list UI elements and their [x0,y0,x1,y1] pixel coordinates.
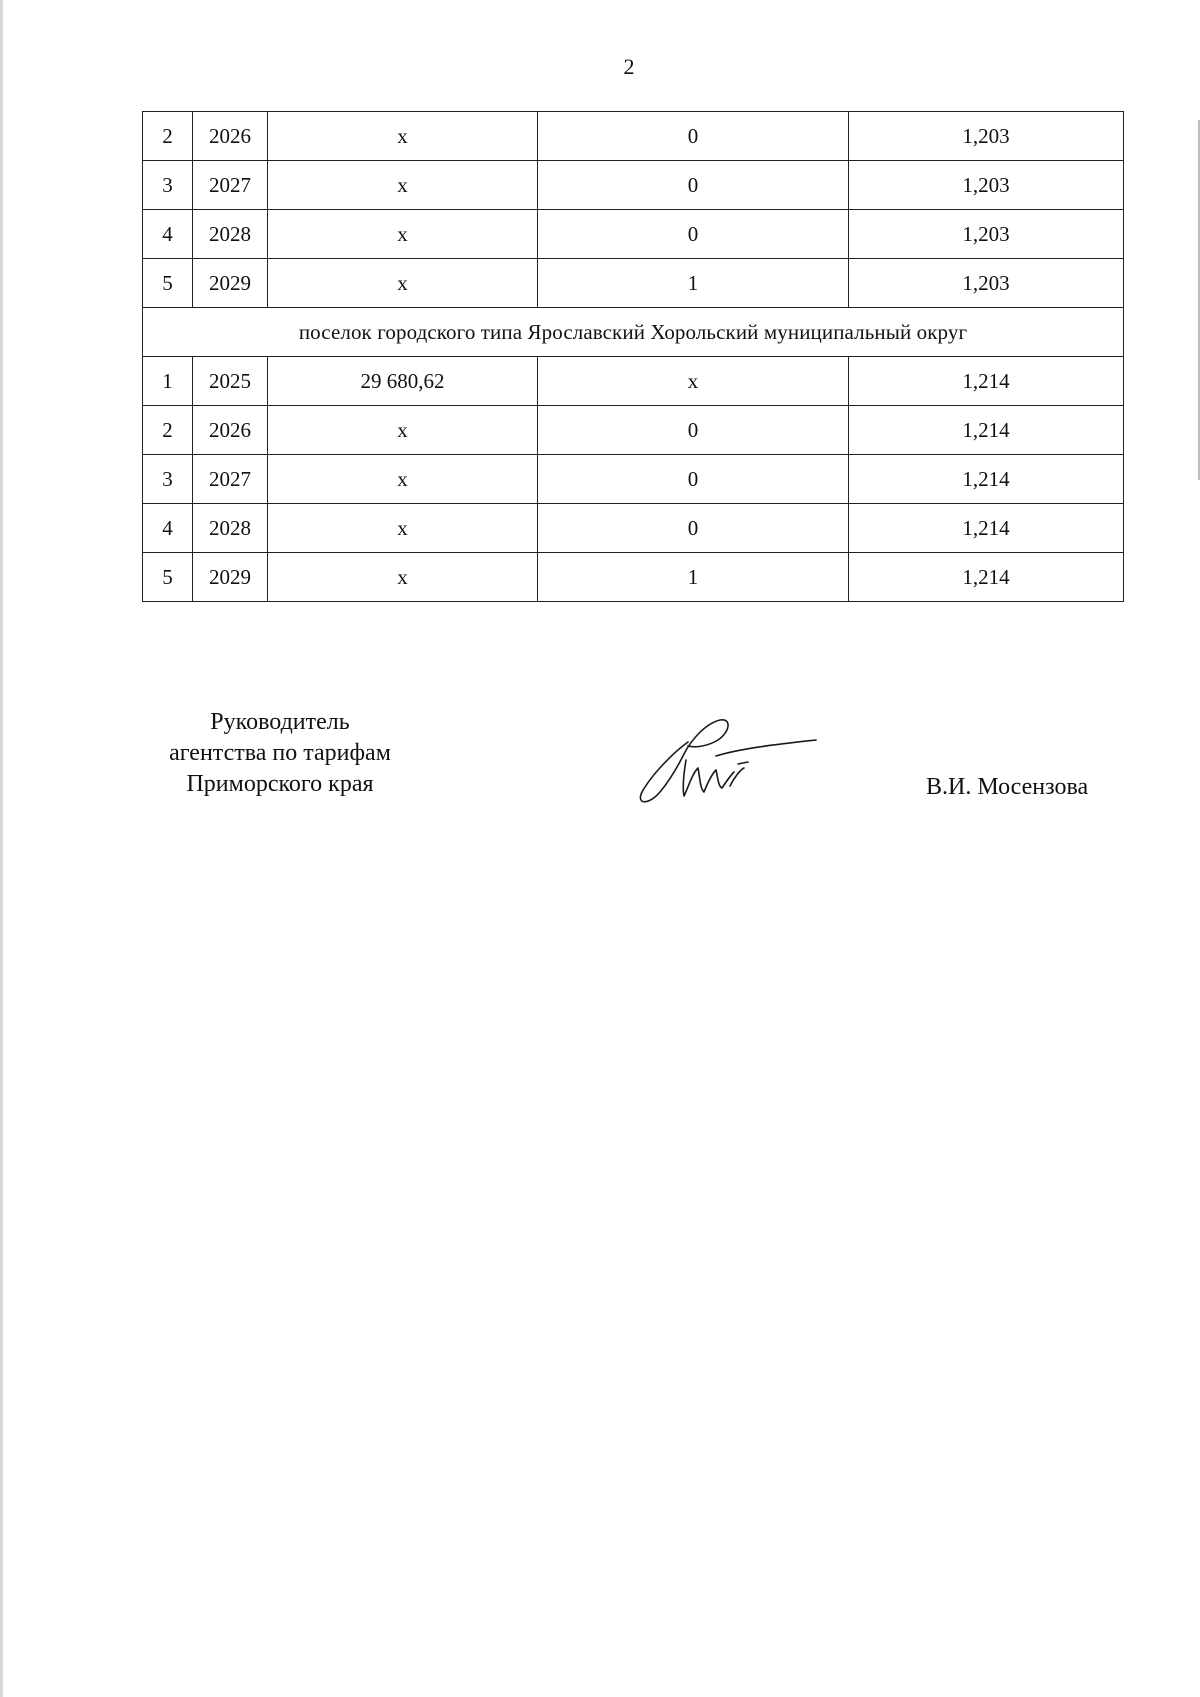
table-cell: 0 [538,455,849,504]
year-cell: 2025 [193,357,268,406]
table-row [143,259,1124,308]
table-row [143,406,1124,455]
table-cell: 1,214 [849,406,1124,455]
table-row [143,161,1124,210]
table-row [143,504,1124,553]
year-cell: 2029 [193,259,268,308]
table-row [143,553,1124,602]
year-cell: 2028 [193,210,268,259]
row-number-cell: 4 [143,210,193,259]
table-cell: х [268,406,538,455]
handwritten-signature [630,712,820,812]
section-title: поселок городского типа Ярославский Хорольский муниципальный округ [143,308,1124,357]
year-cell: 2028 [193,504,268,553]
table-cell: х [268,112,538,161]
row-number-cell: 2 [143,406,193,455]
row-number-cell: 5 [143,553,193,602]
table-cell: х [268,210,538,259]
year-cell: 2026 [193,112,268,161]
table-cell: х [268,504,538,553]
table-cell: 1,214 [849,504,1124,553]
table-cell: 0 [538,112,849,161]
table-cell: 0 [538,210,849,259]
table-cell: х [538,357,849,406]
table-cell: 0 [538,504,849,553]
table-cell: х [268,455,538,504]
table-cell: х [268,259,538,308]
row-number-cell: 5 [143,259,193,308]
row-number-cell: 3 [143,161,193,210]
table-cell: х [268,553,538,602]
scan-edge-left [0,0,3,1697]
tariff-table [142,111,1124,602]
table-cell: 1,214 [849,455,1124,504]
table-cell: 1,203 [849,112,1124,161]
table-cell: 1,203 [849,161,1124,210]
table-cell: 1,214 [849,357,1124,406]
page-number: 2 [623,54,635,79]
table-row [143,210,1124,259]
table-row [143,357,1124,406]
table-cell: 1,203 [849,210,1124,259]
table-cell: 0 [538,406,849,455]
table-cell: 1 [538,259,849,308]
table-cell: 1,203 [849,259,1124,308]
table-cell: 1 [538,553,849,602]
row-number-cell: 4 [143,504,193,553]
table-row [143,112,1124,161]
year-cell: 2027 [193,161,268,210]
table-cell: 0 [538,161,849,210]
row-number-cell: 2 [143,112,193,161]
signatory-position [130,707,430,800]
table-cell: 1,214 [849,553,1124,602]
position-line: Приморского края [186,771,374,797]
year-cell: 2027 [193,455,268,504]
position-line: Руководитель [210,709,350,735]
table-cell: х [268,161,538,210]
row-number-cell: 1 [143,357,193,406]
position-line: агентства по тарифам [169,740,391,766]
year-cell: 2026 [193,406,268,455]
table-row [143,455,1124,504]
section-header-row [143,308,1124,357]
year-cell: 2029 [193,553,268,602]
signatory-name: В.И. Мосензова [926,774,1089,800]
table-cell: 29 680,62 [268,357,538,406]
row-number-cell: 3 [143,455,193,504]
